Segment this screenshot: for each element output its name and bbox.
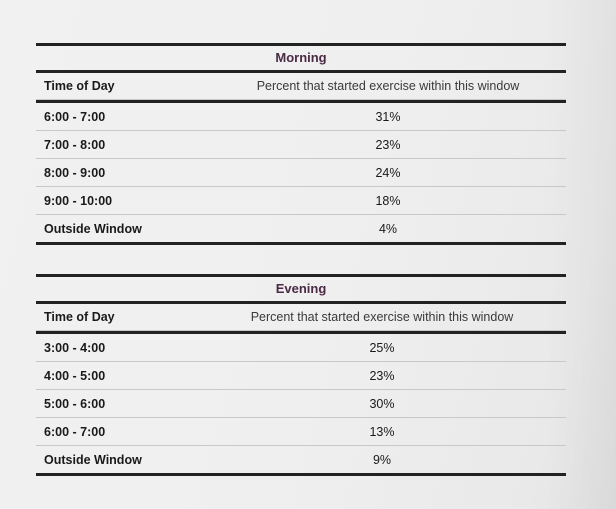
table-row (36, 187, 566, 215)
percent-cell: 23% (375, 137, 401, 152)
evening-table (36, 274, 566, 476)
header-time-of-day: Time of Day (44, 310, 115, 324)
time-cell: 5:00 - 6:00 (44, 396, 106, 411)
table-row (36, 215, 566, 242)
bottom-rule (36, 473, 566, 476)
time-cell: 7:00 - 8:00 (44, 137, 106, 152)
time-cell: 6:00 - 7:00 (44, 109, 106, 124)
percent-cell: 9% (372, 452, 392, 467)
table-title: Morning (275, 50, 327, 65)
percent-cell: 13% (369, 424, 395, 439)
table-row (36, 103, 566, 131)
percent-cell: 4% (378, 221, 398, 236)
table-row (36, 131, 566, 159)
percent-cell: 18% (375, 193, 401, 208)
percent-cell: 30% (369, 396, 395, 411)
time-cell: 6:00 - 7:00 (44, 424, 106, 439)
percent-cell: 24% (375, 165, 401, 180)
morning-table (36, 43, 566, 245)
header-row (36, 304, 566, 331)
percent-cell: 23% (369, 368, 395, 383)
table-row (36, 418, 566, 446)
time-cell: Outside Window (44, 221, 142, 236)
time-cell: 3:00 - 4:00 (44, 340, 106, 355)
table-row (36, 159, 566, 187)
percent-cell: 25% (369, 340, 395, 355)
time-cell: 8:00 - 9:00 (44, 165, 106, 180)
time-cell: Outside Window (44, 452, 142, 467)
table-row (36, 390, 566, 418)
time-cell: 4:00 - 5:00 (44, 368, 106, 383)
percent-cell: 31% (375, 109, 401, 124)
table-row (36, 446, 566, 473)
header-row (36, 73, 566, 100)
header-time-of-day: Time of Day (44, 79, 115, 93)
table-title: Evening (275, 281, 327, 296)
time-cell: 9:00 - 10:00 (44, 193, 113, 208)
table-row (36, 334, 566, 362)
table-row (36, 362, 566, 390)
header-percent: Percent that started exercise within this window (256, 79, 520, 93)
bottom-rule (36, 242, 566, 245)
header-percent: Percent that started exercise within this window (250, 310, 514, 324)
